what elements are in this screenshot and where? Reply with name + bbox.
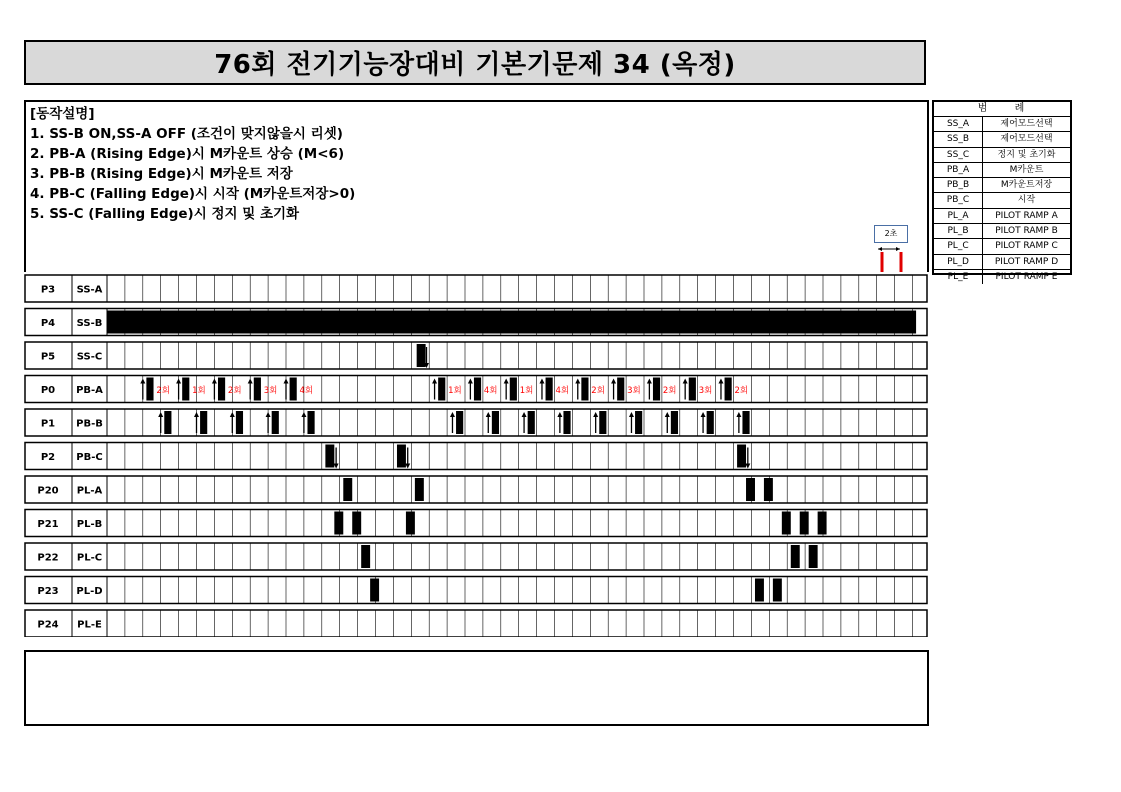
port-label: P1 [40,418,56,430]
legend-row [934,117,1070,132]
port-label: P21 [37,519,59,530]
port-label: P5 [40,351,56,363]
count-label: 2회 [662,386,677,396]
timing-row-frame [25,577,927,604]
legend-desc: PILOT RAMP E [995,271,1058,282]
signal-pulse [671,411,678,434]
legend-code: SS_C [934,148,983,162]
legend-row [934,148,1070,163]
notes-box [24,650,929,726]
legend-row [934,224,1070,239]
scale-arrow-right-icon [896,247,900,251]
signal-pulse [546,378,553,401]
legend-code: SS_B [934,132,983,146]
count-label: 4회 [483,386,498,396]
legend-heading: 범 례 [934,102,1070,117]
signal-pulse [800,512,809,535]
timing-row-frame [25,443,927,470]
timing-row-frame [25,342,927,369]
legend-desc: PILOT RAMP D [994,256,1059,267]
timing-row-frame [25,476,927,503]
signal-pulse [334,512,343,535]
page-title: 76회 전기기능장대비 기본기문제 34 (옥정) [214,50,736,80]
description-heading: [동작설명] [30,106,95,122]
port-label: P22 [37,552,59,564]
signal-pulse [236,411,243,434]
legend-desc: 시작 [1017,195,1036,206]
signal-label: PB-A [76,385,103,396]
count-label: 2회 [734,386,749,396]
count-label: 2회 [156,386,170,396]
signal-pulse [272,411,279,434]
port-label: P24 [37,619,59,631]
legend-desc: PILOT RAMP C [995,241,1058,252]
count-label: 2회 [591,386,605,396]
description-line: 2. PB-A (Rising Edge)시 M카운트 상승 (M<6) [30,146,345,162]
count-label: 3회 [263,386,278,396]
signal-pulse [361,545,370,568]
legend-code: PL_C [934,239,983,253]
legend-row [934,209,1070,224]
legend-row [934,163,1070,178]
count-label: 1회 [519,386,534,396]
signal-pulse [635,411,642,434]
count-label: 3회 [627,386,641,396]
timing-row-frame [25,510,927,537]
signal-label: PL-D [76,586,103,597]
signal-label: PB-C [76,452,103,463]
signal-label: SS-A [76,284,103,296]
signal-pulse [343,478,352,501]
signal-pulse [809,545,818,568]
signal-label: PL-A [76,485,103,497]
port-label: P0 [40,385,56,396]
signal-pulse [510,378,517,401]
legend-desc: 정지 및 초기화 [997,149,1056,160]
legend-desc: M카운트 [1009,164,1044,175]
time-scale-marker [870,243,910,275]
signal-pulse [737,445,746,468]
port-label: P23 [37,586,59,597]
signal-pulse [417,344,426,367]
signal-label: PL-C [76,552,103,564]
signal-pulse [254,378,261,401]
signal-pulse [755,579,764,602]
legend-row [934,239,1070,254]
signal-label: PL-B [76,519,103,530]
description-line: 4. PB-C (Falling Edge)시 시작 (M카운트저장>0) [30,186,356,202]
legend-code: PB_B [934,178,983,192]
signal-pulse [415,478,424,501]
signal-pulse [689,378,696,401]
legend-desc: PILOT RAMP A [995,210,1058,221]
port-label: P20 [37,485,59,497]
signal-pulse [528,411,535,434]
legend-code: PL_E [934,270,983,284]
legend-desc: PILOT RAMP B [995,226,1058,237]
legend-table [932,100,1072,282]
scale-arrow-left-icon [878,247,882,251]
signal-pulse [325,445,334,468]
legend-code: PB_C [934,193,983,207]
signal-pulse [164,411,171,434]
description-line: 1. SS-B ON,SS-A OFF (조건이 맞지않을시 리셋) [30,126,343,142]
signal-pulse [791,545,800,568]
timing-chart [24,272,930,637]
count-label: 1회 [192,386,206,396]
signal-pulse [456,411,463,434]
port-label: P4 [40,318,56,329]
operation-description [24,100,929,272]
signal-pulse [653,378,660,401]
time-scale-label: 2초 [874,225,908,243]
legend-code: PL_D [934,255,983,269]
timing-row-frame [25,275,927,302]
signal-pulse [474,378,481,401]
signal-pulse [782,512,791,535]
legend-row [934,193,1070,208]
signal-pulse [370,579,379,602]
port-label: P3 [40,284,56,296]
description-line: 5. SS-C (Falling Edge)시 정지 및 초기화 [30,206,300,222]
timing-row-frame [25,610,927,637]
legend-desc: M카운트저장 [1000,180,1053,191]
signal-pulse [290,378,297,401]
signal-pulse [492,411,499,434]
count-label: 2회 [227,386,242,396]
signal-pulse [818,512,827,535]
description-line: 3. PB-B (Rising Edge)시 M카운트 저장 [30,166,293,182]
signal-pulse [599,411,606,434]
signal-label: PB-B [76,418,103,430]
legend-row [934,132,1070,147]
signal-label: PL-E [77,619,102,631]
legend-row [934,178,1070,193]
legend-row [934,270,1070,284]
signal-pulse [438,378,445,401]
signal-pulse [581,378,588,401]
count-label: 4회 [555,386,570,396]
title-banner [24,40,926,85]
count-label: 4회 [299,386,314,396]
legend-code: PL_A [934,209,983,223]
signal-pulse [146,378,153,401]
legend-desc: 제어모드선택 [1000,119,1053,129]
signal-pulse [764,478,773,501]
signal-label: SS-C [76,351,103,363]
legend-desc: 제어모드선택 [1000,134,1053,145]
signal-pulse [107,311,916,334]
signal-label: SS-B [76,318,103,329]
count-label: 3회 [698,386,713,396]
signal-pulse [773,579,782,602]
signal-pulse [725,378,732,401]
signal-pulse [406,512,415,535]
legend-code: PL_B [934,224,983,238]
signal-pulse [563,411,570,434]
signal-pulse [397,445,406,468]
signal-pulse [200,411,207,434]
signal-pulse [742,411,749,434]
signal-pulse [182,378,189,401]
legend-row [934,255,1070,270]
legend-code: SS_A [934,117,983,131]
signal-pulse [307,411,314,434]
signal-pulse [746,478,755,501]
signal-pulse [617,378,624,401]
legend-code: PB_A [934,163,983,177]
signal-pulse [352,512,361,535]
port-label: P2 [40,452,56,463]
signal-pulse [707,411,714,434]
count-label: 1회 [448,386,462,396]
signal-pulse [218,378,225,401]
